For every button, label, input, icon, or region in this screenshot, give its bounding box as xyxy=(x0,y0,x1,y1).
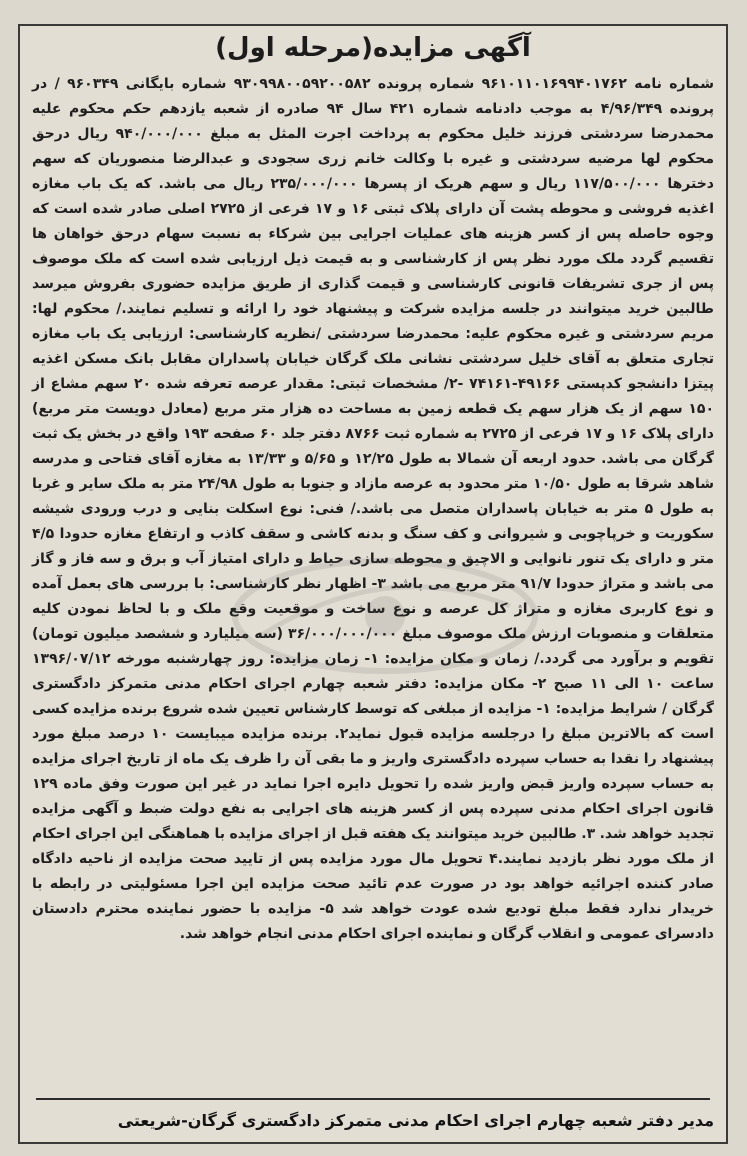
notice-signature: مدیر دفتر شعبه چهارم اجرای احکام مدنی متمرکز دادگستری گرگان-شریعتی xyxy=(117,1111,714,1130)
notice-frame xyxy=(18,24,728,1144)
notice-body: شماره نامه ۹۶۱۰۱۱۰۱۶۹۹۴۰۱۷۶۲ شماره پرونده ۹۳۰۹۹۸۰۰۵۹۲۰۰۵۸۲ شماره بایگانی ۹۶۰۳۴۹ / در پرونده ۴/۹۶/۳۴۹ به موجب دادنامه شماره ۴۲۱ سال ۹۴ صادره از شعبه یازدهم حکم محکوم علیه محمدرضا سردشتی فرزند خلیل محکوم به پرداخت اجرت المثل به مبلغ ۹۴۰/۰۰۰/۰۰۰ ریال درحق محکوم لها مرضیه سردشتی و غیره با وکالت خانم زری سجودی و عبدالرضا منصوریان که سهم دخترها ۱۱۷/۵۰۰/۰۰۰ ریال و سهم هریک از پسرها ۲۳۵/۰۰۰/۰۰۰ ریال می باشد. که یک باب مغازه اغذیه فروشی و محوطه پشت آن دارای پلاک ثبتی ۱۶ و ۱۷ فرعی از ۲۷۲۵ اصلی صادر شده است که وجوه حاصله پس از کسر هزینه های عملیات اجرایی بین شرکاء به نسبت سهام درحق خواهان ها تقسیم گردد ملک مورد نظر پس از کارشناسی و به قیمت ذیل ارزیابی شده است که ملک موصوف پس از جری تشریفات قانونی کارشناسی و قیمت گذاری از طریق مزایده حضوری بفروش میرسد طالبین خرید میتوانند در جلسه مزایده شرکت و پیشنهاد خود را ارائه و تسلیم نمایند./ محکوم لها: مریم سردشتی و غیره محکوم علیه: محمدرضا سردشتی /نظریه کارشناسی: ارزیابی یک باب مغازه تجاری متعلق به آقای خلیل سردشتی نشانی ملک گرگان خیابان پاسداران مقابل بانک مسکن اغذیه پیتزا دانشجو کدپستی ۴۹۱۶۶-۷۴۱۶۱ -۲/ مشخصات ثبتی: مقدار عرصه تعرفه شده ۲۰ سهم مشاع از ۱۵۰ سهم از یک هزار سهم یک قطعه زمین به مساحت ده هزار متر مربع (معادل دویست متر مربع) دارای پلاک ۱۶ و ۱۷ فرعی از ۲۷۲۵ به شماره ثبت ۸۷۶۶ دفتر جلد ۶۰ صفحه ۱۹۳ واقع در بخش یک ثبت گرگان می باشد. حدود اربعه آن شمالا به طول ۱۲/۲۵ و ۵/۶۵ و ۱۳/۳۳ به مغازه آقای فتاحی و مدرسه شاهد شرقا به طول ۱۰/۵۰ متر محدود به عرصه مازاد و جنوبا به طول ۲۴/۹۸ متر به ملک سایر و غربا به طول ۵ متر به خیابان پاسداران متصل می باشد./ فنی: نوع اسکلت بنایی و درب ورودی شیشه سکوریت و خرپاچوبی و شیروانی و کف سنگ و بدنه کاشی و سقف کاذب و ارتفاع مغازه حدودا ۴/۵ متر و دارای یک تنور نانوایی و الاچیق و محوطه سازی حیاط و دارای امتیاز آب و برق و سه فاز و گاز می باشد و متراژ حدودا ۹۱/۷ متر مربع می باشد ۳- اظهار نظر کارشناسی: با بررسی های بعمل آمده و نوع کاربری مغازه و متراژ کل عرصه و نوع ساخت و موقعیت وقع ملک و با لحاظ نمودن کلیه متعلقات و منصوبات ارزش ملک موصوف مبلغ ۳۶/۰۰۰/۰۰۰/۰۰۰ (سه میلیارد و ششصد میلیون تومان) تقویم و برآورد می گردد./ زمان و مکان مزایده: ۱- زمان مزایده: روز چهارشنبه مورخه ۱۳۹۶/۰۷/۱۲ ساعت ۱۰ الی ۱۱ صبح ۲- مکان مزایده: دفتر شعبه چهارم اجرای احکام مدنی متمرکز دادگستری گرگان / شرایط مزایده: ۱- مزایده از مبلغی که توسط کارشناس تعیین شده شروع برنده مزایده کسی است که بالاترین مبلغ را درجلسه مزایده قبول نماید۲. برنده مزایده میبایست ۱۰ درصد مبلغ مورد پیشنهاد را نقدا به حساب سپرده دادگستری واریز و ما بقی آن را ظرف یک ماه از تاریخ اجرای مزایده به حساب سپرده واریز قبض واریز شده را تحویل دایره اجرا نماید در غیر این صورت وفق ماده ۱۲۹ قانون اجرای احکام مدنی سپرده پس از کسر هزینه های اجرایی به نفع دولت ضبط و آگهی مزایده تجدید خواهد شد. ۳. طالبین خرید میتوانند یک هفته قبل از اجرای مزایده با هماهنگی این اجرای احکام از ملک مورد نظر بازدید نمایند.۴ تحویل مال مورد مزایده پس از تایید صحت مزایده از ناحیه دادگاه صادر کننده اجرائیه خواهد بود در صورت عدم تائید صحت مزایده این اجرا مسئولیتی در رابطه با خریدار ندارد فقط مبلغ تودیع شده عودت خواهد شد ۵- مزایده با حضور نماینده محترم دادستان دادسرای عمومی و انقلاب گرگان و نماینده اجرای احکام مدنی انجام خواهد شد. xyxy=(32,76,715,942)
signature-divider xyxy=(36,1098,710,1100)
notice-title: آگهی مزایده(مرحله اول) xyxy=(215,33,531,63)
